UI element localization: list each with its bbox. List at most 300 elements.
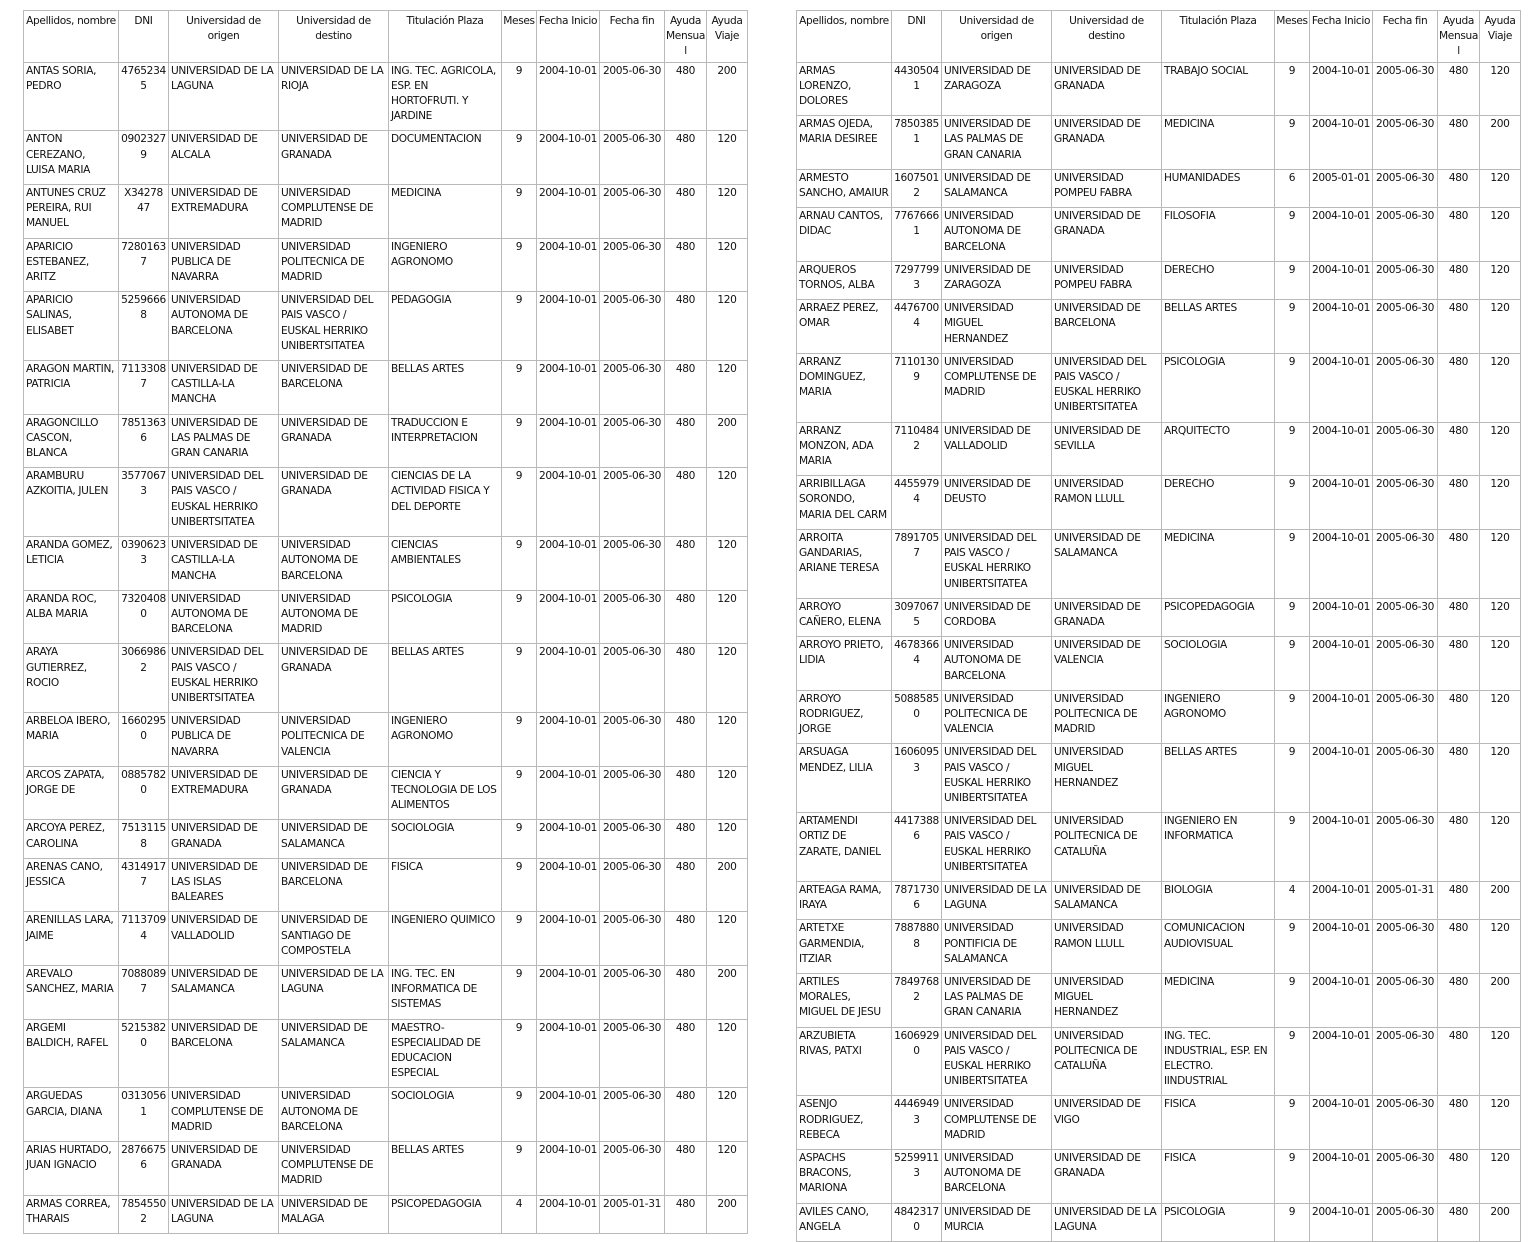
origin-university-cell: UNIVERSIDAD DE LAS PALMAS DE GRAN CANARIA [942, 973, 1052, 1027]
end-date-cell: 2005-06-30 [1373, 261, 1438, 299]
months-cell: 9 [502, 965, 537, 1019]
origin-university-cell: UNIVERSIDAD DE LAS PALMAS DE GRAN CANARIA [169, 414, 279, 468]
monthly-aid-cell: 480 [665, 644, 707, 713]
dni-cell: 52153820 [119, 1019, 169, 1088]
origin-university-cell: UNIVERSIDAD DE LA LAGUNA [169, 1195, 279, 1233]
dni-cell: 78513636 [119, 414, 169, 468]
table-row [797, 690, 1521, 744]
monthly-aid-cell: 480 [1438, 1096, 1480, 1150]
start-date-cell: 2004-10-01 [1310, 973, 1373, 1027]
start-date-cell: 2004-10-01 [1310, 353, 1373, 422]
dni-cell: 44173886 [892, 813, 942, 882]
months-cell: 9 [1275, 208, 1310, 262]
months-cell: 9 [1275, 300, 1310, 354]
travel-aid-cell: 120 [707, 537, 748, 591]
destination-university-cell: UNIVERSIDAD DEL PAIS VASCO / EUSKAL HERRIKO UNIBERTSITATEA [1052, 353, 1162, 422]
table-row [24, 292, 748, 361]
destination-university-cell: UNIVERSIDAD DE BARCELONA [279, 858, 389, 912]
dni-cell: 43149177 [119, 858, 169, 912]
start-date-cell: 2004-10-01 [537, 644, 600, 713]
origin-university-cell: UNIVERSIDAD DE CASTILLA-LA MANCHA [169, 361, 279, 415]
start-date-cell: 2004-10-01 [1310, 62, 1373, 116]
dni-cell: 78497682 [892, 973, 942, 1027]
months-cell: 9 [1275, 1150, 1310, 1204]
start-date-cell: 2004-10-01 [537, 537, 600, 591]
end-date-cell: 2005-06-30 [600, 1088, 665, 1142]
start-date-cell: 2004-10-01 [1310, 300, 1373, 354]
end-date-cell: 2005-06-30 [600, 414, 665, 468]
end-date-cell: 2005-06-30 [1373, 1150, 1438, 1204]
monthly-aid-cell: 480 [665, 361, 707, 415]
degree-cell: PSICOPEDAGOGIA [389, 1195, 502, 1233]
start-date-cell: 2004-10-01 [537, 590, 600, 644]
destination-university-cell: UNIVERSIDAD DE BARCELONA [1052, 300, 1162, 354]
destination-university-cell: UNIVERSIDAD DE GRANADA [279, 468, 389, 537]
rows [797, 62, 1521, 1241]
table-row [24, 468, 748, 537]
table-row [24, 238, 748, 292]
destination-university-cell: UNIVERSIDAD DE GRANADA [1052, 1150, 1162, 1204]
degree-cell: PSICOLOGIA [389, 590, 502, 644]
start-date-cell: 2004-10-01 [537, 62, 600, 131]
table-row [797, 744, 1521, 813]
degree-cell: BELLAS ARTES [1162, 744, 1275, 813]
end-date-cell: 2005-06-30 [600, 912, 665, 966]
destination-university-cell: UNIVERSIDAD DE GRANADA [1052, 62, 1162, 116]
name-cell: ASPACHS BRACONS, MARIONA [797, 1150, 892, 1204]
name-cell: ARMAS OJEDA, MARIA DESIREE [797, 116, 892, 170]
table-row [797, 261, 1521, 299]
name-cell: ARROYO CAÑERO, ELENA [797, 598, 892, 636]
start-date-cell: 2004-10-01 [537, 185, 600, 239]
table-row [24, 820, 748, 858]
months-cell: 4 [1275, 881, 1310, 919]
monthly-aid-cell: 480 [665, 912, 707, 966]
dni-cell: 48423170 [892, 1203, 942, 1241]
table-row [24, 858, 748, 912]
start-date-cell: 2004-10-01 [537, 414, 600, 468]
name-cell: ARENILLAS LARA, JAIME [24, 912, 119, 966]
name-cell: ARAYA GUTIERREZ, ROCIO [24, 644, 119, 713]
end-date-cell: 2005-06-30 [1373, 116, 1438, 170]
degree-cell: DOCUMENTACION [389, 131, 502, 185]
name-cell: ARRANZ DOMINGUEZ, MARIA [797, 353, 892, 422]
column-header: Universidad de destino [1052, 11, 1162, 63]
origin-university-cell: UNIVERSIDAD DE DEUSTO [942, 476, 1052, 530]
table-row [24, 590, 748, 644]
travel-aid-cell: 120 [707, 766, 748, 820]
dni-cell: 30669862 [119, 644, 169, 713]
travel-aid-cell: 120 [1480, 744, 1521, 813]
table-row [24, 965, 748, 1019]
column-header: Titulación Plaza [1162, 11, 1275, 63]
column-header: Universidad de destino [279, 11, 389, 63]
dni-cell: 73204080 [119, 590, 169, 644]
name-cell: ARMESTO SANCHO, AMAIUR [797, 169, 892, 207]
destination-university-cell: UNIVERSIDAD COMPLUTENSE DE MADRID [279, 185, 389, 239]
dni-cell: 78878808 [892, 920, 942, 974]
origin-university-cell: UNIVERSIDAD DE LAS PALMAS DE GRAN CANARIA [942, 116, 1052, 170]
start-date-cell: 2004-10-01 [537, 858, 600, 912]
travel-aid-cell: 120 [1480, 920, 1521, 974]
table-row [24, 414, 748, 468]
name-cell: ARROITA GANDARIAS, ARIANE TERESA [797, 529, 892, 598]
end-date-cell: 2005-06-30 [1373, 422, 1438, 476]
origin-university-cell: UNIVERSIDAD PONTIFICIA DE SALAMANCA [942, 920, 1052, 974]
degree-cell: PSICOLOGIA [1162, 353, 1275, 422]
travel-aid-cell: 120 [1480, 598, 1521, 636]
dni-cell: 08857820 [119, 766, 169, 820]
origin-university-cell: UNIVERSIDAD DEL PAIS VASCO / EUSKAL HERRIKO UNIBERTSITATEA [942, 744, 1052, 813]
end-date-cell: 2005-06-30 [600, 858, 665, 912]
travel-aid-cell: 120 [707, 361, 748, 415]
dni-cell: 72977993 [892, 261, 942, 299]
table-row [797, 973, 1521, 1027]
monthly-aid-cell: 480 [1438, 744, 1480, 813]
months-cell: 9 [1275, 973, 1310, 1027]
start-date-cell: 2004-10-01 [1310, 1203, 1373, 1241]
name-cell: ANTON CEREZANO, LUISA MARIA [24, 131, 119, 185]
origin-university-cell: UNIVERSIDAD DE ALCALA [169, 131, 279, 185]
origin-university-cell: UNIVERSIDAD AUTONOMA DE BARCELONA [169, 292, 279, 361]
travel-aid-cell: 120 [707, 185, 748, 239]
monthly-aid-cell: 480 [1438, 598, 1480, 636]
degree-cell: MEDICINA [1162, 529, 1275, 598]
origin-university-cell: UNIVERSIDAD DE EXTREMADURA [169, 185, 279, 239]
monthly-aid-cell: 480 [1438, 529, 1480, 598]
start-date-cell: 2004-10-01 [1310, 1027, 1373, 1096]
travel-aid-cell: 120 [1480, 813, 1521, 882]
name-cell: ARZUBIETA RIVAS, PATXI [797, 1027, 892, 1096]
travel-aid-cell: 120 [1480, 353, 1521, 422]
destination-university-cell: UNIVERSIDAD POMPEU FABRA [1052, 169, 1162, 207]
origin-university-cell: UNIVERSIDAD DE ZARAGOZA [942, 261, 1052, 299]
origin-university-cell: UNIVERSIDAD DE MURCIA [942, 1203, 1052, 1241]
name-cell: APARICIO SALINAS, ELISABET [24, 292, 119, 361]
column-header: Titulación Plaza [389, 11, 502, 63]
dni-cell: 44559794 [892, 476, 942, 530]
dni-cell: 09023279 [119, 131, 169, 185]
monthly-aid-cell: 480 [665, 1088, 707, 1142]
monthly-aid-cell: 480 [665, 965, 707, 1019]
name-cell: ARANDA ROC, ALBA MARIA [24, 590, 119, 644]
dni-cell: 71133087 [119, 361, 169, 415]
dni-cell: 77676661 [892, 208, 942, 262]
start-date-cell: 2004-10-01 [1310, 116, 1373, 170]
table-row [24, 713, 748, 767]
dni-cell: X3427847 [119, 185, 169, 239]
dni-cell: 52599113 [892, 1150, 942, 1204]
end-date-cell: 2005-06-30 [600, 766, 665, 820]
name-cell: ASENJO RODRIGUEZ, REBECA [797, 1096, 892, 1150]
travel-aid-cell: 120 [1480, 1150, 1521, 1204]
start-date-cell: 2004-10-01 [1310, 637, 1373, 691]
end-date-cell: 2005-06-30 [600, 468, 665, 537]
degree-cell: ARQUITECTO [1162, 422, 1275, 476]
monthly-aid-cell: 480 [665, 713, 707, 767]
destination-university-cell: UNIVERSIDAD RAMON LLULL [1052, 476, 1162, 530]
table-row [24, 62, 748, 131]
monthly-aid-cell: 480 [665, 537, 707, 591]
end-date-cell: 2005-06-30 [1373, 920, 1438, 974]
origin-university-cell: UNIVERSIDAD POLITECNICA DE VALENCIA [942, 690, 1052, 744]
destination-university-cell: UNIVERSIDAD DE SEVILLA [1052, 422, 1162, 476]
degree-cell: ING. TEC. INDUSTRIAL, ESP. EN ELECTRO. IINDUSTRIAL [1162, 1027, 1275, 1096]
origin-university-cell: UNIVERSIDAD COMPLUTENSE DE MADRID [169, 1088, 279, 1142]
header-row [797, 11, 1521, 63]
origin-university-cell: UNIVERSIDAD COMPLUTENSE DE MADRID [942, 1096, 1052, 1150]
months-cell: 9 [502, 590, 537, 644]
months-cell: 9 [502, 644, 537, 713]
end-date-cell: 2005-06-30 [1373, 353, 1438, 422]
column-header: Universidad de origen [169, 11, 279, 63]
column-header: Meses [1275, 11, 1310, 63]
months-cell: 9 [502, 1088, 537, 1142]
monthly-aid-cell: 480 [1438, 1027, 1480, 1096]
travel-aid-cell: 120 [707, 238, 748, 292]
dni-cell: 16075012 [892, 169, 942, 207]
travel-aid-cell: 120 [1480, 1027, 1521, 1096]
start-date-cell: 2004-10-01 [1310, 744, 1373, 813]
name-cell: APARICIO ESTEBANEZ, ARITZ [24, 238, 119, 292]
travel-aid-cell: 120 [1480, 208, 1521, 262]
monthly-aid-cell: 480 [1438, 920, 1480, 974]
degree-cell: INGENIERO AGRONOMO [389, 238, 502, 292]
travel-aid-cell: 120 [1480, 300, 1521, 354]
end-date-cell: 2005-06-30 [600, 292, 665, 361]
dni-cell: 35770673 [119, 468, 169, 537]
monthly-aid-cell: 480 [1438, 116, 1480, 170]
name-cell: ARQUEROS TORNOS, ALBA [797, 261, 892, 299]
travel-aid-cell: 200 [1480, 116, 1521, 170]
destination-university-cell: UNIVERSIDAD DE GRANADA [279, 766, 389, 820]
degree-cell: ING. TEC. EN INFORMATICA DE SISTEMAS [389, 965, 502, 1019]
end-date-cell: 2005-06-30 [600, 644, 665, 713]
dni-cell: 50885850 [892, 690, 942, 744]
monthly-aid-cell: 480 [665, 414, 707, 468]
name-cell: ARRANZ MONZON, ADA MARIA [797, 422, 892, 476]
header-row [24, 11, 748, 63]
monthly-aid-cell: 480 [665, 858, 707, 912]
name-cell: ARTAMENDI ORTIZ DE ZARATE, DANIEL [797, 813, 892, 882]
months-cell: 9 [502, 1019, 537, 1088]
origin-university-cell: UNIVERSIDAD AUTONOMA DE BARCELONA [942, 1150, 1052, 1204]
name-cell: ARNAU CANTOS, DIDAC [797, 208, 892, 262]
destination-university-cell: UNIVERSIDAD POLITECNICA DE CATALUÑA [1052, 1027, 1162, 1096]
origin-university-cell: UNIVERSIDAD DEL PAIS VASCO / EUSKAL HERRIKO UNIBERTSITATEA [169, 468, 279, 537]
degree-cell: PEDAGOGIA [389, 292, 502, 361]
monthly-aid-cell: 480 [1438, 208, 1480, 262]
monthly-aid-cell: 480 [1438, 637, 1480, 691]
degree-cell: INGENIERO AGRONOMO [1162, 690, 1275, 744]
travel-aid-cell: 120 [707, 644, 748, 713]
table-row [797, 598, 1521, 636]
end-date-cell: 2005-06-30 [1373, 169, 1438, 207]
column-header: Apellidos, nombre [797, 11, 892, 63]
travel-aid-cell: 120 [707, 468, 748, 537]
table-row [24, 912, 748, 966]
dni-cell: 52596668 [119, 292, 169, 361]
months-cell: 9 [1275, 62, 1310, 116]
degree-cell: FILOSOFIA [1162, 208, 1275, 262]
months-cell: 9 [1275, 261, 1310, 299]
destination-university-cell: UNIVERSIDAD DE SALAMANCA [279, 1019, 389, 1088]
dni-cell: 70880897 [119, 965, 169, 1019]
end-date-cell: 2005-06-30 [1373, 744, 1438, 813]
destination-university-cell: UNIVERSIDAD DE GRANADA [1052, 116, 1162, 170]
table-row [797, 300, 1521, 354]
start-date-cell: 2004-10-01 [537, 1088, 600, 1142]
name-cell: ARGEMI BALDICH, RAFEL [24, 1019, 119, 1088]
table-row [24, 185, 748, 239]
months-cell: 9 [1275, 744, 1310, 813]
months-cell: 6 [1275, 169, 1310, 207]
destination-university-cell: UNIVERSIDAD DE LA LAGUNA [1052, 1203, 1162, 1241]
months-cell: 9 [502, 468, 537, 537]
dni-cell: 78545502 [119, 1195, 169, 1233]
name-cell: ARTEAGA RAMA, IRAYA [797, 881, 892, 919]
travel-aid-cell: 120 [1480, 476, 1521, 530]
origin-university-cell: UNIVERSIDAD DE GRANADA [169, 820, 279, 858]
monthly-aid-cell: 480 [665, 292, 707, 361]
monthly-aid-cell: 480 [1438, 1203, 1480, 1241]
name-cell: ARIAS HURTADO, JUAN IGNACIO [24, 1142, 119, 1196]
end-date-cell: 2005-06-30 [600, 238, 665, 292]
destination-university-cell: UNIVERSIDAD DE GRANADA [1052, 598, 1162, 636]
months-cell: 9 [502, 361, 537, 415]
destination-university-cell: UNIVERSIDAD DE SALAMANCA [279, 820, 389, 858]
destination-university-cell: UNIVERSIDAD COMPLUTENSE DE MADRID [279, 1142, 389, 1196]
travel-aid-cell: 200 [707, 414, 748, 468]
table-row [797, 169, 1521, 207]
name-cell: AVILES CANO, ANGELA [797, 1203, 892, 1241]
degree-cell: TRADUCCION E INTERPRETACION [389, 414, 502, 468]
table-row [797, 1096, 1521, 1150]
dni-cell: 30970675 [892, 598, 942, 636]
degree-cell: SOCIOLOGIA [389, 1088, 502, 1142]
destination-university-cell: UNIVERSIDAD RAMON LLULL [1052, 920, 1162, 974]
start-date-cell: 2004-10-01 [1310, 881, 1373, 919]
monthly-aid-cell: 480 [1438, 881, 1480, 919]
end-date-cell: 2005-06-30 [1373, 476, 1438, 530]
name-cell: ARAGON MARTIN, PATRICIA [24, 361, 119, 415]
start-date-cell: 2004-10-01 [1310, 920, 1373, 974]
degree-cell: HUMANIDADES [1162, 169, 1275, 207]
months-cell: 9 [502, 131, 537, 185]
travel-aid-cell: 120 [1480, 62, 1521, 116]
months-cell: 9 [1275, 353, 1310, 422]
destination-university-cell: UNIVERSIDAD DE GRANADA [279, 414, 389, 468]
degree-cell: BELLAS ARTES [1162, 300, 1275, 354]
destination-university-cell: UNIVERSIDAD MIGUEL HERNANDEZ [1052, 973, 1162, 1027]
dni-cell: 78717306 [892, 881, 942, 919]
months-cell: 9 [502, 414, 537, 468]
name-cell: ARTETXE GARMENDIA, ITZIAR [797, 920, 892, 974]
destination-university-cell: UNIVERSIDAD DE SANTIAGO DE COMPOSTELA [279, 912, 389, 966]
degree-cell: CIENCIA Y TECNOLOGIA DE LOS ALIMENTOS [389, 766, 502, 820]
end-date-cell: 2005-06-30 [1373, 529, 1438, 598]
start-date-cell: 2004-10-01 [537, 361, 600, 415]
name-cell: ANTAS SORIA, PEDRO [24, 62, 119, 131]
monthly-aid-cell: 480 [665, 131, 707, 185]
months-cell: 9 [1275, 422, 1310, 476]
start-date-cell: 2004-10-01 [537, 912, 600, 966]
origin-university-cell: UNIVERSIDAD DE LA LAGUNA [942, 881, 1052, 919]
travel-aid-cell: 120 [707, 1142, 748, 1196]
name-cell: ARTILES MORALES, MIGUEL DE JESU [797, 973, 892, 1027]
degree-cell: SOCIOLOGIA [389, 820, 502, 858]
monthly-aid-cell: 480 [665, 468, 707, 537]
table-row [797, 62, 1521, 116]
origin-university-cell: UNIVERSIDAD MIGUEL HERNANDEZ [942, 300, 1052, 354]
table-row [797, 529, 1521, 598]
travel-aid-cell: 120 [1480, 529, 1521, 598]
degree-cell: PSICOPEDAGOGIA [1162, 598, 1275, 636]
dni-cell: 71101309 [892, 353, 942, 422]
dni-cell: 71137094 [119, 912, 169, 966]
months-cell: 9 [1275, 116, 1310, 170]
table-row [797, 1150, 1521, 1204]
table-row [24, 1019, 748, 1088]
table-row [24, 1142, 748, 1196]
end-date-cell: 2005-06-30 [600, 965, 665, 1019]
name-cell: ARANDA GOMEZ, LETICIA [24, 537, 119, 591]
degree-cell: INGENIERO EN INFORMATICA [1162, 813, 1275, 882]
degree-cell: BELLAS ARTES [389, 1142, 502, 1196]
origin-university-cell: UNIVERSIDAD DE SALAMANCA [942, 169, 1052, 207]
origin-university-cell: UNIVERSIDAD COMPLUTENSE DE MADRID [942, 353, 1052, 422]
origin-university-cell: UNIVERSIDAD DE ZARAGOZA [942, 62, 1052, 116]
end-date-cell: 2005-06-30 [1373, 208, 1438, 262]
end-date-cell: 2005-06-30 [600, 820, 665, 858]
destination-university-cell: UNIVERSIDAD MIGUEL HERNANDEZ [1052, 744, 1162, 813]
origin-university-cell: UNIVERSIDAD DE EXTREMADURA [169, 766, 279, 820]
table-row [797, 422, 1521, 476]
table-row [797, 208, 1521, 262]
end-date-cell: 2005-06-30 [1373, 598, 1438, 636]
end-date-cell: 2005-06-30 [600, 1019, 665, 1088]
column-header: Universidad de origen [942, 11, 1052, 63]
destination-university-cell: UNIVERSIDAD DE GRANADA [279, 644, 389, 713]
degree-cell: SOCIOLOGIA [1162, 637, 1275, 691]
months-cell: 4 [502, 1195, 537, 1233]
name-cell: ARRAEZ PEREZ, OMAR [797, 300, 892, 354]
months-cell: 9 [1275, 1027, 1310, 1096]
dni-cell: 47652345 [119, 62, 169, 131]
end-date-cell: 2005-06-30 [1373, 1203, 1438, 1241]
origin-university-cell: UNIVERSIDAD DE SALAMANCA [169, 965, 279, 1019]
start-date-cell: 2004-10-01 [537, 713, 600, 767]
name-cell: AREVALO SANCHEZ, MARIA [24, 965, 119, 1019]
months-cell: 9 [502, 820, 537, 858]
destination-university-cell: UNIVERSIDAD POLITECNICA DE MADRID [1052, 690, 1162, 744]
name-cell: ARCOS ZAPATA, JORGE DE [24, 766, 119, 820]
name-cell: ARCOYA PEREZ, CAROLINA [24, 820, 119, 858]
name-cell: ARAMBURU AZKOITIA, JULEN [24, 468, 119, 537]
dni-cell: 16069290 [892, 1027, 942, 1096]
months-cell: 9 [1275, 637, 1310, 691]
start-date-cell: 2004-10-01 [537, 965, 600, 1019]
destination-university-cell: UNIVERSIDAD POLITECNICA DE MADRID [279, 238, 389, 292]
left-grant-table [23, 10, 748, 1234]
column-header: Ayuda Mensual [1438, 11, 1480, 63]
column-header: DNI [119, 11, 169, 63]
name-cell: ARROYO PRIETO, LIDIA [797, 637, 892, 691]
table-row [24, 361, 748, 415]
degree-cell: ING. TEC. AGRICOLA, ESP. EN HORTOFRUTI. Y JARDINE [389, 62, 502, 131]
end-date-cell: 2005-06-30 [600, 131, 665, 185]
destination-university-cell: UNIVERSIDAD AUTONOMA DE BARCELONA [279, 537, 389, 591]
